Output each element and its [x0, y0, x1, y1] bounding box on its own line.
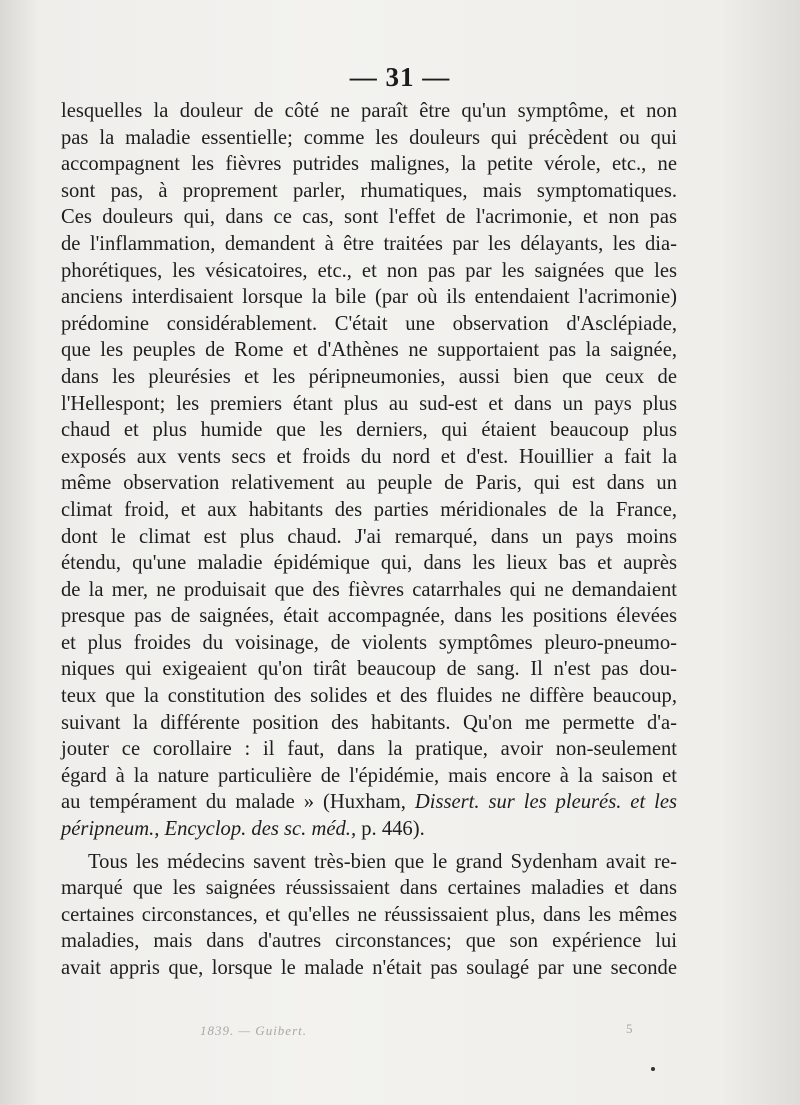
page-number: — 31 —: [349, 62, 451, 92]
text-line: climat froid, et aux habitants des parties méridionales de la France,: [61, 498, 677, 521]
text-line: maladies, mais dans d'autres circonstances; que son expérience lui: [61, 930, 677, 953]
show-through-signature: 5: [626, 1021, 633, 1036]
text-line: teux que la constitution des solides et des fluides ne diffère beaucoup,: [61, 685, 677, 708]
citation-line: [61, 789, 677, 816]
text-line: phorétiques, les vésicatoires, etc., et non pas par les saignées que les: [61, 259, 677, 282]
text-line: marqué que les saignées réussissaient dans certaines maladies et dans: [61, 877, 677, 900]
paragraph-first-line: Tous les médecins savent très-bien que le grand Sydenham avait re-: [88, 850, 677, 873]
text-line: égard à la nature particulière de l'épidémie, mais encore à la saison et: [61, 764, 677, 787]
text-line: lesquelles la douleur de côté ne paraît être qu'un symptôme, et non: [61, 100, 677, 122]
body-text: [61, 98, 677, 982]
text-line: de la mer, ne produisait que des fièvres catarrhales qui ne demandaient: [61, 578, 677, 601]
text-line: l'Hellespont; les premiers étant plus au sud-est et dans un pays plus: [61, 392, 677, 415]
text-line: certaines circonstances, et qu'elles ne réussissaient plus, dans les mêmes: [61, 903, 677, 926]
show-through-footer: 1839. — Guibert.: [200, 1023, 307, 1038]
text-line: prédomine considérablement. C'était une observation d'Asclépiade,: [61, 312, 677, 335]
text-line: pas la maladie essentielle; comme les douleurs qui précèdent ou qui: [61, 126, 677, 149]
text-line: jouter ce corollaire : il faut, dans la pratique, avoir non-seulement: [61, 738, 677, 761]
text-line: accompagnent les fièvres putrides malignes, la petite vérole, etc., ne: [61, 153, 677, 176]
text-line: exposés aux vents secs et froids du nord et d'est. Houillier a fait la: [61, 445, 677, 468]
text-line: anciens interdisaient lorsque la bile (par où ils entendaient l'acrimonie): [61, 286, 677, 309]
citation-source: péripneum., Encyclop. des sc. méd.,: [61, 818, 357, 841]
text-line: dont le climat est plus chaud. J'ai remarqué, dans un pays moins: [61, 525, 677, 548]
text-line: suivant la différente position des habitants. Qu'on me permette d'a-: [61, 711, 677, 734]
text-line: dans les pleurésies et les péripneumonies, aussi bien que ceux de: [61, 365, 677, 388]
ink-speck: [651, 1067, 655, 1071]
citation-page: p. 446).: [356, 818, 425, 841]
text-line: chaud et plus humide que les derniers, qui étaient beaucoup plus: [61, 419, 677, 442]
text-line: Ces douleurs qui, dans ce cas, sont l'effet de l'acrimonie, et non pas: [61, 206, 677, 229]
text-line: sont pas, à proprement parler, rhumatiques, mais symptomatiques.: [61, 179, 677, 202]
text-line: même observation relativement au peuple de Paris, qui est dans un: [61, 472, 677, 495]
text-line: presque pas de saignées, était accompagnée, dans les positions élevées: [61, 605, 677, 628]
citation-line-end: [61, 816, 677, 843]
text-line: avait appris que, lorsque le malade n'était pas soulagé par une seconde: [61, 957, 677, 979]
text-line: que les peuples de Rome et d'Athènes ne supportaient pas la saignée,: [61, 339, 677, 362]
citation-title: Dissert. sur les pleurés. et les: [414, 791, 677, 814]
text-line: étendu, qu'une maladie épidémique qui, dans les lieux bas et auprès: [61, 552, 677, 575]
text-line: de l'inflammation, demandent à être traitées par les délayants, les dia-: [61, 232, 677, 255]
text-line: niques qui exigeaient qu'on tirât beaucoup de sang. Il n'est pas dou-: [61, 658, 677, 681]
text-line: au tempérament du malade » (Huxham,: [61, 791, 415, 814]
text-line: et plus froides du voisinage, de violents symptômes pleuro-pneumo-: [61, 631, 677, 654]
